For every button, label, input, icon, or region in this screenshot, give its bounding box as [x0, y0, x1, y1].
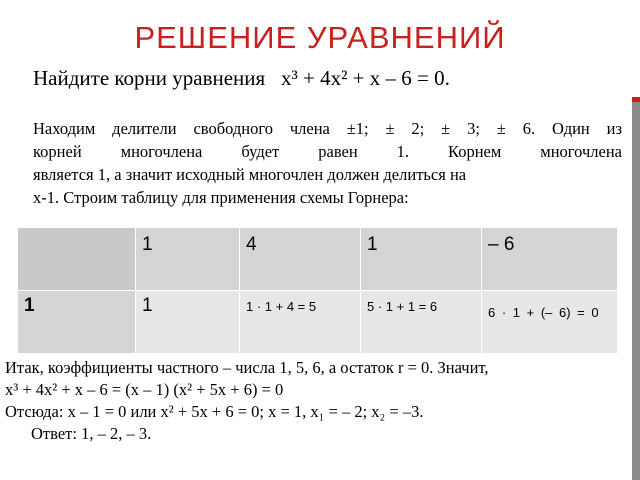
task-statement [33, 66, 450, 91]
task-equation: x³ + 4x² + x – 6 = 0. [280, 66, 450, 90]
horner-table [17, 227, 618, 354]
horner-corner-cell [18, 228, 136, 291]
horner-header-cell: 4 [240, 228, 361, 291]
horner-value-cell: 1 · 1 + 4 = 5 [240, 291, 361, 354]
answer-line: Ответ: 1, – 2, – 3. [31, 424, 152, 443]
summary-line-1: Итак, коэффициенты частного – числа 1, 5, 6, а остаток r = 0. Значит, [5, 358, 489, 377]
horner-value-cell: 6 · 1 + (– 6) = 0 [482, 291, 618, 354]
explanation-line-4: х-1. Строим таблицу для применения схемы Горнера: [33, 188, 409, 207]
horner-header-row [18, 228, 618, 291]
explanation-paragraph [33, 117, 622, 209]
horner-header-cell: 1 [136, 228, 240, 291]
explanation-line-1: Находим делители свободного члена ±1; ± 2; ± 3; ± 6. Один из [33, 119, 622, 138]
horner-root-cell: 1 [18, 291, 136, 354]
summary-line-2: x³ + 4x² + x – 6 = (x – 1) (x² + 5x + 6) = 0 [5, 380, 284, 399]
summary-block [5, 357, 630, 445]
explanation-line-2: корней многочлена будет равен 1. Корнем многочлена [33, 142, 622, 161]
right-side-bar [632, 102, 640, 480]
summary-line-3: Отсюда: x – 1 = 0 или x² + 5x + 6 = 0; x = 1, x₁ = – 2; x₂ = –3. [5, 402, 424, 421]
horner-value-cell: 5 · 1 + 1 = 6 [361, 291, 482, 354]
horner-value-cell: 1 [136, 291, 240, 354]
horner-value-row [18, 291, 618, 354]
horner-header-cell: – 6 [482, 228, 618, 291]
task-prefix: Найдите корни уравнения [33, 66, 266, 90]
horner-header-cell: 1 [361, 228, 482, 291]
slide-title: РЕШЕНИЕ УРАВНЕНИЙ [134, 20, 506, 55]
explanation-line-3: является 1, а значит исходный многочлен должен делиться на [33, 165, 467, 184]
